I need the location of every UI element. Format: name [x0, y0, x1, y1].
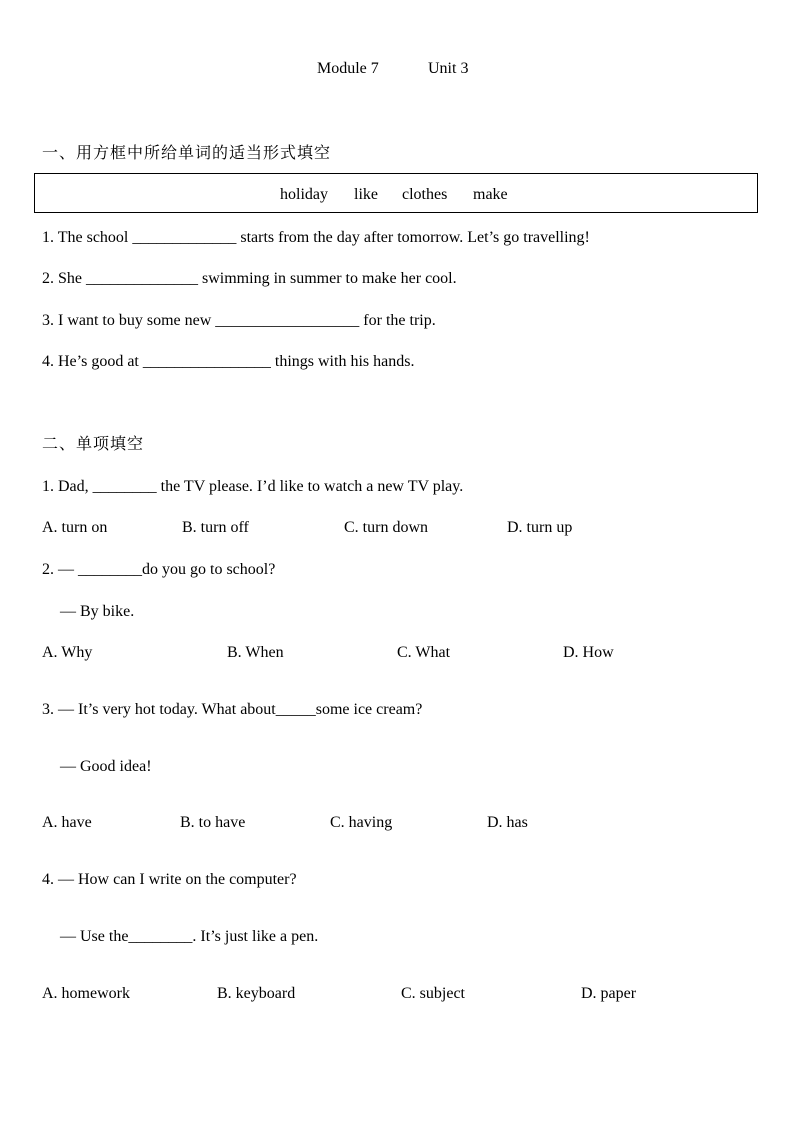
word-box-item: clothes — [402, 186, 448, 203]
mc-option: B. keyboard — [217, 985, 296, 1002]
mc-option: D. has — [487, 814, 528, 831]
mc-answer-line: — Use the________. It’s just like a pen. — [60, 928, 319, 945]
unit-title: Unit 3 — [428, 60, 469, 77]
mc-question-4: 4. — How can I write on the computer? — [42, 871, 297, 888]
word-box-item: like — [354, 186, 378, 203]
mc-option: B. When — [227, 644, 284, 661]
mc-option: C. What — [397, 644, 451, 661]
mc-question-2: 2. — ________do you go to school? — [42, 561, 276, 578]
mc-option: D. How — [563, 644, 614, 661]
section2-heading: 二、单项填空 — [42, 434, 145, 453]
fill-question-2: 2. She ______________ swimming in summer to make her cool. — [42, 270, 457, 287]
mc-answer-line: — Good idea! — [60, 758, 152, 775]
mc-question-1: 1. Dad, ________ the TV please. I’d like to watch a new TV play. — [42, 478, 464, 495]
mc-option: C. turn down — [344, 519, 428, 536]
mc-option: C. having — [330, 814, 393, 831]
fill-question-4: 4. He’s good at ________________ things with his hands. — [42, 353, 415, 370]
mc-option: B. turn off — [182, 519, 249, 536]
word-box-item: make — [473, 186, 508, 203]
mc-option: D. paper — [581, 985, 637, 1002]
mc-option: D. turn up — [507, 519, 573, 536]
mc-answer-line: — By bike. — [60, 603, 135, 620]
mc-option: B. to have — [180, 814, 246, 831]
section1-heading: 一、用方框中所给单词的适当形式填空 — [42, 143, 332, 162]
mc-question-3: 3. — It’s very hot today. What about_____some ice cream? — [42, 701, 423, 718]
fill-question-1: 1. The school _____________ starts from the day after tomorrow. Let’s go travelling! — [42, 229, 590, 246]
mc-option: A. have — [42, 814, 92, 831]
mc-option: A. turn on — [42, 519, 108, 536]
fill-question-3: 3. I want to buy some new __________________ for the trip. — [42, 312, 436, 329]
word-box — [34, 173, 758, 213]
word-box-item: holiday — [280, 186, 328, 203]
mc-option: C. subject — [401, 985, 465, 1002]
mc-option: A. homework — [42, 985, 130, 1002]
mc-option: A. Why — [42, 644, 93, 661]
module-title: Module 7 — [317, 60, 379, 77]
